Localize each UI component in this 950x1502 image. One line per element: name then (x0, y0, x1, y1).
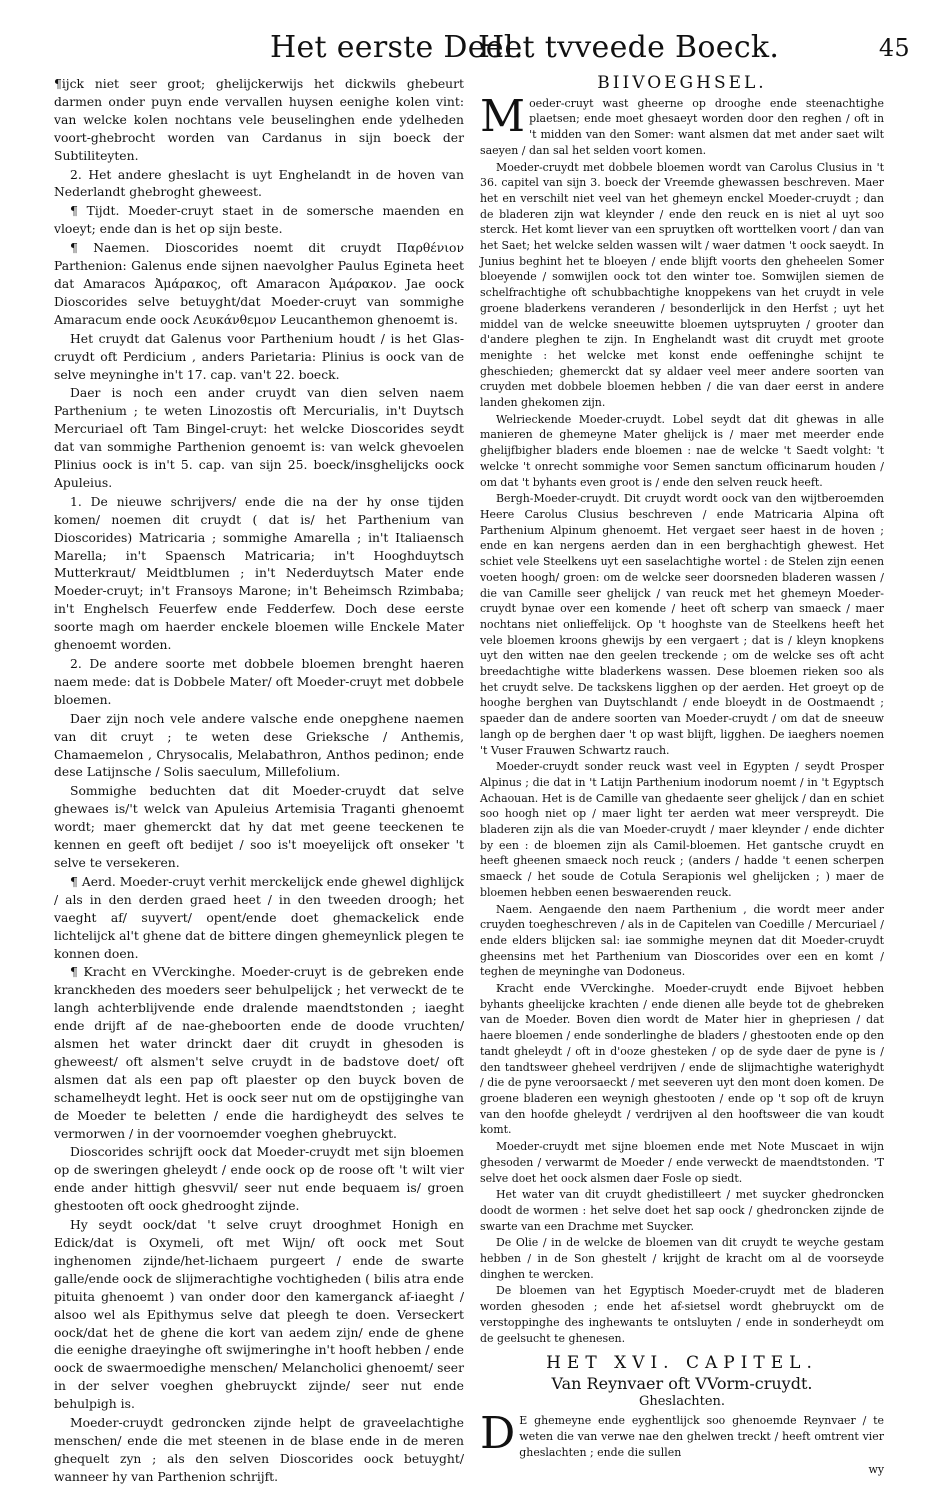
paragraph: Het water van dit cruydt ghedistilleert / met suycker ghedroncken doodt de wormen : het selve doet het sap oock / ghedroncken zijnde de swarte van een Drachme met Suycker. (480, 1188, 884, 1233)
paragraph: ¶ Tijdt. Moeder-cruyt staet in de somersche maenden en vloeyt; ende dan is het op sijn beste. (54, 204, 464, 237)
paragraph: Sommighe beduchten dat dit Moeder-cruydt dat selve ghewaes is/'t welck van Apuleius Artemisia Traganti ghenoemt wordt; maer ghemerckt dat hy dat met geene teeckenen te kennen en geeft oft bedijet / soo is't moeyelijck oft onseker 't selve te versekeren. (54, 784, 464, 870)
paragraph: De bloemen van het Egyptisch Moeder-cruydt met de bladeren worden ghesoden ; ende het af-sietsel wordt ghebruyckt om de verstoppinghe des inghewants te ontsluyten / ende in sonderheydt om de geelsucht te ghenesen. (480, 1284, 884, 1345)
paragraph: Daer is noch een ander cruydt van dien selven naem Parthenium ; te weten Linozostis oft Mercurialis, in't Duytsch Mercuriael oft Tam Bingel-cruyt: het welcke Dioscorides seydt dat van sommighe Parthenion genoemt is: van welck ghevoelen Plinius oock is in't 5. cap. van sijn 25. boeck/insghelijcks oock Apuleius. (54, 386, 464, 490)
section-title: BIIVOEGHSEL. (597, 73, 767, 93)
catchword: wy (868, 1463, 884, 1477)
drop-capital: D (480, 1408, 516, 1460)
running-head-part: Het eerste Deel. (270, 30, 524, 65)
paragraph: Moeder-cruydt gedroncken zijnde helpt de graveelachtighe menschen/ ende die met steenen in de blase ende in de meren ghequelt zyn ; als den selven Dioscorides oock betuyght/ wanneer hy van Parthenion schrijft. (54, 1416, 464, 1484)
paragraph: Moeder-cruydt met dobbele bloemen wordt van Carolus Clusius in 't 36. capitel van sijn 3. boeck der Vreemde ghewassen beschreven. Maer het en verschilt niet veel van het ghemeyn enckel Moeder-cruydt ; dan de bladeren zijn wat kleynder / ende den reuck en is niet al uyt soo sterck. Het komt liever van een spruytken oft worttelken voort / dan van het Saet; het welcke selden wassen wilt / waer datmen 't oock saeydt. In Junius beghint het te bloeyen / ende blijft voorts den gheheelen Somer bloeyende / somwijlen oock tot den winter toe. Somwijlen siemen de schelfrachtighe oft schubbachtighe knoppekens van het cruydt in vele groene bladerkens veranderen / besonderlijck in den Herfst ; uyt het middel van de welcke sneeuwitte bloemen uytspruyten / grooter dan d'andere pleghen te zijn. In Enghelandt wast dit cruydt met groote menighte : het welcke met konst ende oeffeninghe schijnt te gheschieden; ghemerckt dat sy aldaer veel meer andere soorten van cruyden met dobbele bloemen hebben / die van daer eerst in andere landen ghekomen zijn. (480, 160, 884, 410)
running-head-book: Het tvveede Boeck. (478, 30, 780, 65)
paragraph: Hy seydt oock/dat 't selve cruyt drooghmet Honigh en Edick/dat is Oxymeli, oft met Wijn/ oft oock met Sout inghenomen zijnde/het-lichaem purgeert / ende de swarte galle/ende oock de slijmerachtighe vochtigheden ( bilis atra ende pituita ghenoemt ) van onder door den kamerganck af-iaeght / alsoo wel als Epithymus selve dat pleegh te doen. Verseckert oock/dat het de ghene die kort van aedem zijn/ ende de ghene die eenighe draeyinghe oft swijmeringhe in't hooft hebben / ende oock de swaermoedighe menschen/ Melancholici ghenoemt/ seer in der selver voeghen ghebruyckt zijnde/ seer nut ende behulpigh is. (54, 1218, 464, 1412)
paragraph: 2. Het andere gheslacht is uyt Enghelandt in de hoven van Nederlandt ghebroght gheweest. (54, 167, 464, 200)
paragraph: De Olie / in de welcke de bloemen van dit cruydt te weyche gestam hebben / in de Son ghestelt / krijght de kracht om al de voorseyde dinghen te wercken. (480, 1236, 884, 1281)
paragraph: Naem. Aengaende den naem Parthenium , die wordt meer ander cruyden toegheschreven / als in de Capitelen van Coedille / Mercuriael / ende elders blijcken sal: iae sommighe meynen dat dit Moeder-cruydt gheensins met het Parthenium van Dioscorides over een en komt / teghen de meyninghe van Dodoneus. (480, 902, 884, 979)
paragraph: Bergh-Moeder-cruydt. Dit cruydt wordt oock van den wijtberoemden Heere Carolus Clusius beschreven / ende Matricaria Alpina oft Parthenium Alpinum ghenoemt. Het vergaet seer haest in de hoven ; ende en kan nergens aerden dan in een berghachtigh ghewest. Het schiet vele Steelkens uyt een saselachtighe wortel : de Stelen zijn eenen voeten hoogh/ groen: om de welcke seer doorsneden bladeren wassen / die van Camille seer ghelijck / van reuck met het ghemeyn Moeder-cruydt bynae over een komende / heet oft scherp van smaeck / maer nochtans niet onlieffelijck. Op 't hooghste van de Steelkens heeft het vele bloemen kroons ghewijs by een vergaert ; dat is / kleyn knopkens uyt den witten nae den geelen treckende ; om de welcke ses oft acht breedachtighe witte bladerkens wassen. Dese bloemen rieken soo als het cruydt selve. De tackskens ligghen op der aerden. Het groeyt op de hooghe berghen van Duytschlandt / ende bloeydt in de Oostmaendt ; spaeder dan de andere soorten van Moeder-cruydt / om dat de sneeuw langh op de berghen daer 't op wast blijft, ligghen. De iaeghers noemen 't Vuser Frauwen Schwartz rauch. (480, 492, 884, 757)
paragraph: Welrieckende Moeder-cruydt. Lobel seydt dat dit ghewas in alle manieren de ghemeyne Mater ghelijck is / maer met meerder ende ghelijfbigher bladers ende bloemen : nae de welcke 't Saedt volght: 't welcke 't onrecht sommighe voor Semen sanctum officinarum houden / om dat 't byhants even groot is / ende den selven reuck heeft. (480, 412, 884, 489)
paragraph: Dioscorides schrijft oock dat Moeder-cruydt met sijn bloemen op de sweringen gheleydt / ende oock op de roose oft 't wilt vier ende ander hittigh ghesvvil/ seer nut ende bequaem is/ groen ghestooten oft oock ghedrooght zijnde. (54, 1145, 464, 1214)
left-column (54, 76, 464, 1488)
paragraph: 1. De nieuwe schrijvers/ ende die na der hy onse tijden komen/ noemen dit cruydt ( dat is/ het Parthenium van Dioscorides) Matricaria ; sommighe Amarella ; in't Italiaensch Marella; in't Spaensch Matricaria; in't Hooghduytsch Mutterkraut/ Meidtblumen ; in't Nederduytsch Mater ende Moeder-cruyt; in't Fransoys Marone; in't Beheimsch Rzimbaba; in't Enghelsch Feuerfew ende Fedderfew. Doch dese eerste soorte magh om haerder enckele bloemen wille Enckele Mater ghenoemt worden. (54, 494, 464, 653)
paragraph: Moeder-cruydt sonder reuck wast veel in Egypten / seydt Prosper Alpinus ; die dat in 't Latijn Parthenium inodorum noemt / in 't Egyptsch Achaouan. Het is de Camille van ghedaente seer ghelijck / dan en schiet soo hoogh niet op / maer light ter aerden wat meer verspreydt. Die bladeren zijn als die van Moeder-cruydt / maer kleynder / ende dichter by een : de bloemen zijn als Camil-bloemen. Het gantsche cruydt en heeft gheenen smaeck noch reuck ; (anders / hadde 't eenen scherpen smaeck / het soude de Cotula Serapionis wel ghelijcken ; ) maer de bloemen hebben eenen beswaerenden reuck. (480, 760, 884, 899)
subheading: Gheslachten. (638, 1393, 726, 1409)
paragraph: ¶ijck niet seer groot; ghelijckerwijs het dickwils ghebeurt darmen onder puyn ende vervallen huysen eenighe kolen vint: van welcke kolen nochtans vele beuselinghen ende ydelheden voort-ghebrocht worden van Cardanus in sijn boeck der Subtiliteyten. (54, 77, 464, 163)
paragraph: ¶ Aerd. Moeder-cruyt verhit merckelijck ende ghewel dighlijck / als in den derden graed heet / in den tweeden droogh; het vaeght af/ suyvert/ opent/ende doet ghemackelick ende lichtelijck al't ghene dat de bittere dingen ghemeynlick plegen te konnen doen. (54, 874, 464, 961)
drop-capital: M (480, 90, 526, 142)
paragraph: Moeder-cruydt met sijne bloemen ende met Note Muscaet in wijn ghesoden / verwarmt de Moeder / ende verweckt de maendtstonden. 'T selve doet het oock alsmen daer Fosle op siedt. (480, 1140, 884, 1185)
page-number: 45 (878, 34, 910, 62)
chapter-heading: HET XVI. CAPITEL. (546, 1353, 818, 1374)
paragraph (480, 90, 884, 159)
chapter-title: Van Reynvaer oft VVorm-cruydt. (551, 1373, 813, 1393)
running-head (270, 30, 910, 74)
paragraph: Kracht ende VVerckinghe. Moeder-cruydt ende Bijvoet hebben byhants gheelijcke krachten / ende dienen alle beyde tot de ghebreken van de Moeder. Boven dien wordt de Mater hier in ghepriesen / dat haere bloemen / ende sonderlinghe de bladers / ghestooten ende op den tandt gheleydt / oft in d'ooze ghesteken / op de syde daer de pyne is / den tandtsweer gheheel verdrijven / ende de slijmachtighe waterighydt / die de pyne veroorsaeckt / met seeveren uyt den mont doen komen. De groene bladeren een weynigh ghestooten / ende op 't sop oft de kruyn van den hoofde gheleydt / verdrijven al den hooftsweer die van koudt komt. (480, 982, 884, 1137)
paragraph (480, 1408, 884, 1460)
paragraph: ¶ Naemen. Dioscorides noemt dit cruydt Παρθένιον Parthenion: Galenus ende sijnen naevolgher Paulus Egineta heet dat Amaracos Ἀμάρακος, oft Amaracon Ἀμάρακον. Jae oock Dioscorides selve betuyght/dat Moeder-cruyt van sommighe Amaracum ende oock Λευκάνθεμον Leucanthemon ghenoemt is. (54, 241, 464, 327)
paragraph: Het cruydt dat Galenus voor Parthenium houdt / is het Glas-cruydt oft Perdicium , anders Parietaria: Plinius is oock van de selve meyninghe in't 17. cap. van't 22. boeck. (54, 331, 464, 382)
paragraph: 2. De andere soorte met dobbele bloemen brenght haeren naem mede: dat is Dobbele Mater/ oft Moeder-cruyt met dobbele bloemen. (54, 657, 464, 707)
paragraph: Daer zijn noch vele andere valsche ende onepghene naemen van dit cruyt ; te weten dese Grieksche / Anthemis, Chamaemelon , Chrysocalis, Melabathron, Anthos pedinon; ende dese Latijnsche / Solis saeculum, Millefolium. (54, 711, 464, 780)
paragraph-text: E ghemeyne ende eyghentlijck soo ghenoemde Reynvaer / te weten die van verwe nae den ghelwen treckt / heeft omtrent vier gheslachten ; ende die sullen (519, 1414, 884, 1459)
right-column (480, 73, 884, 1478)
paragraph: ¶ Kracht en VVerckinghe. Moeder-cruyt is de gebreken ende kranckheden des moeders seer behulpelijck ; het verweckt de te langh achterblijvende ende dralende maendtstonden ; iaeght ende drijft af de nae-gheboorten ende de doode vruchten/ alsmen het water drinckt daer dit cruydt in ghesoden is gheweest/ oft alsmen't selve cruydt in de badstove doet/ oft alsmen dat als een pap oft plaester op den buyck boven de schamelheydt leght. Het is oock seer nut om de opstijginghe van de Moeder te beletten / ende die hardigheydt des selves te vermorwen / in der voornoemder voeghen ghebruyckt. (54, 965, 464, 1141)
paragraph-text: oeder-cruyt wast gheerne op drooghe ende steenachtighe plaetsen; ende moet ghesaeyt worden door den reghen / oft in 't midden van den Somer: want alsmen dat met ander saet wilt saeyen / dan sal het selden voort komen. (480, 96, 884, 157)
